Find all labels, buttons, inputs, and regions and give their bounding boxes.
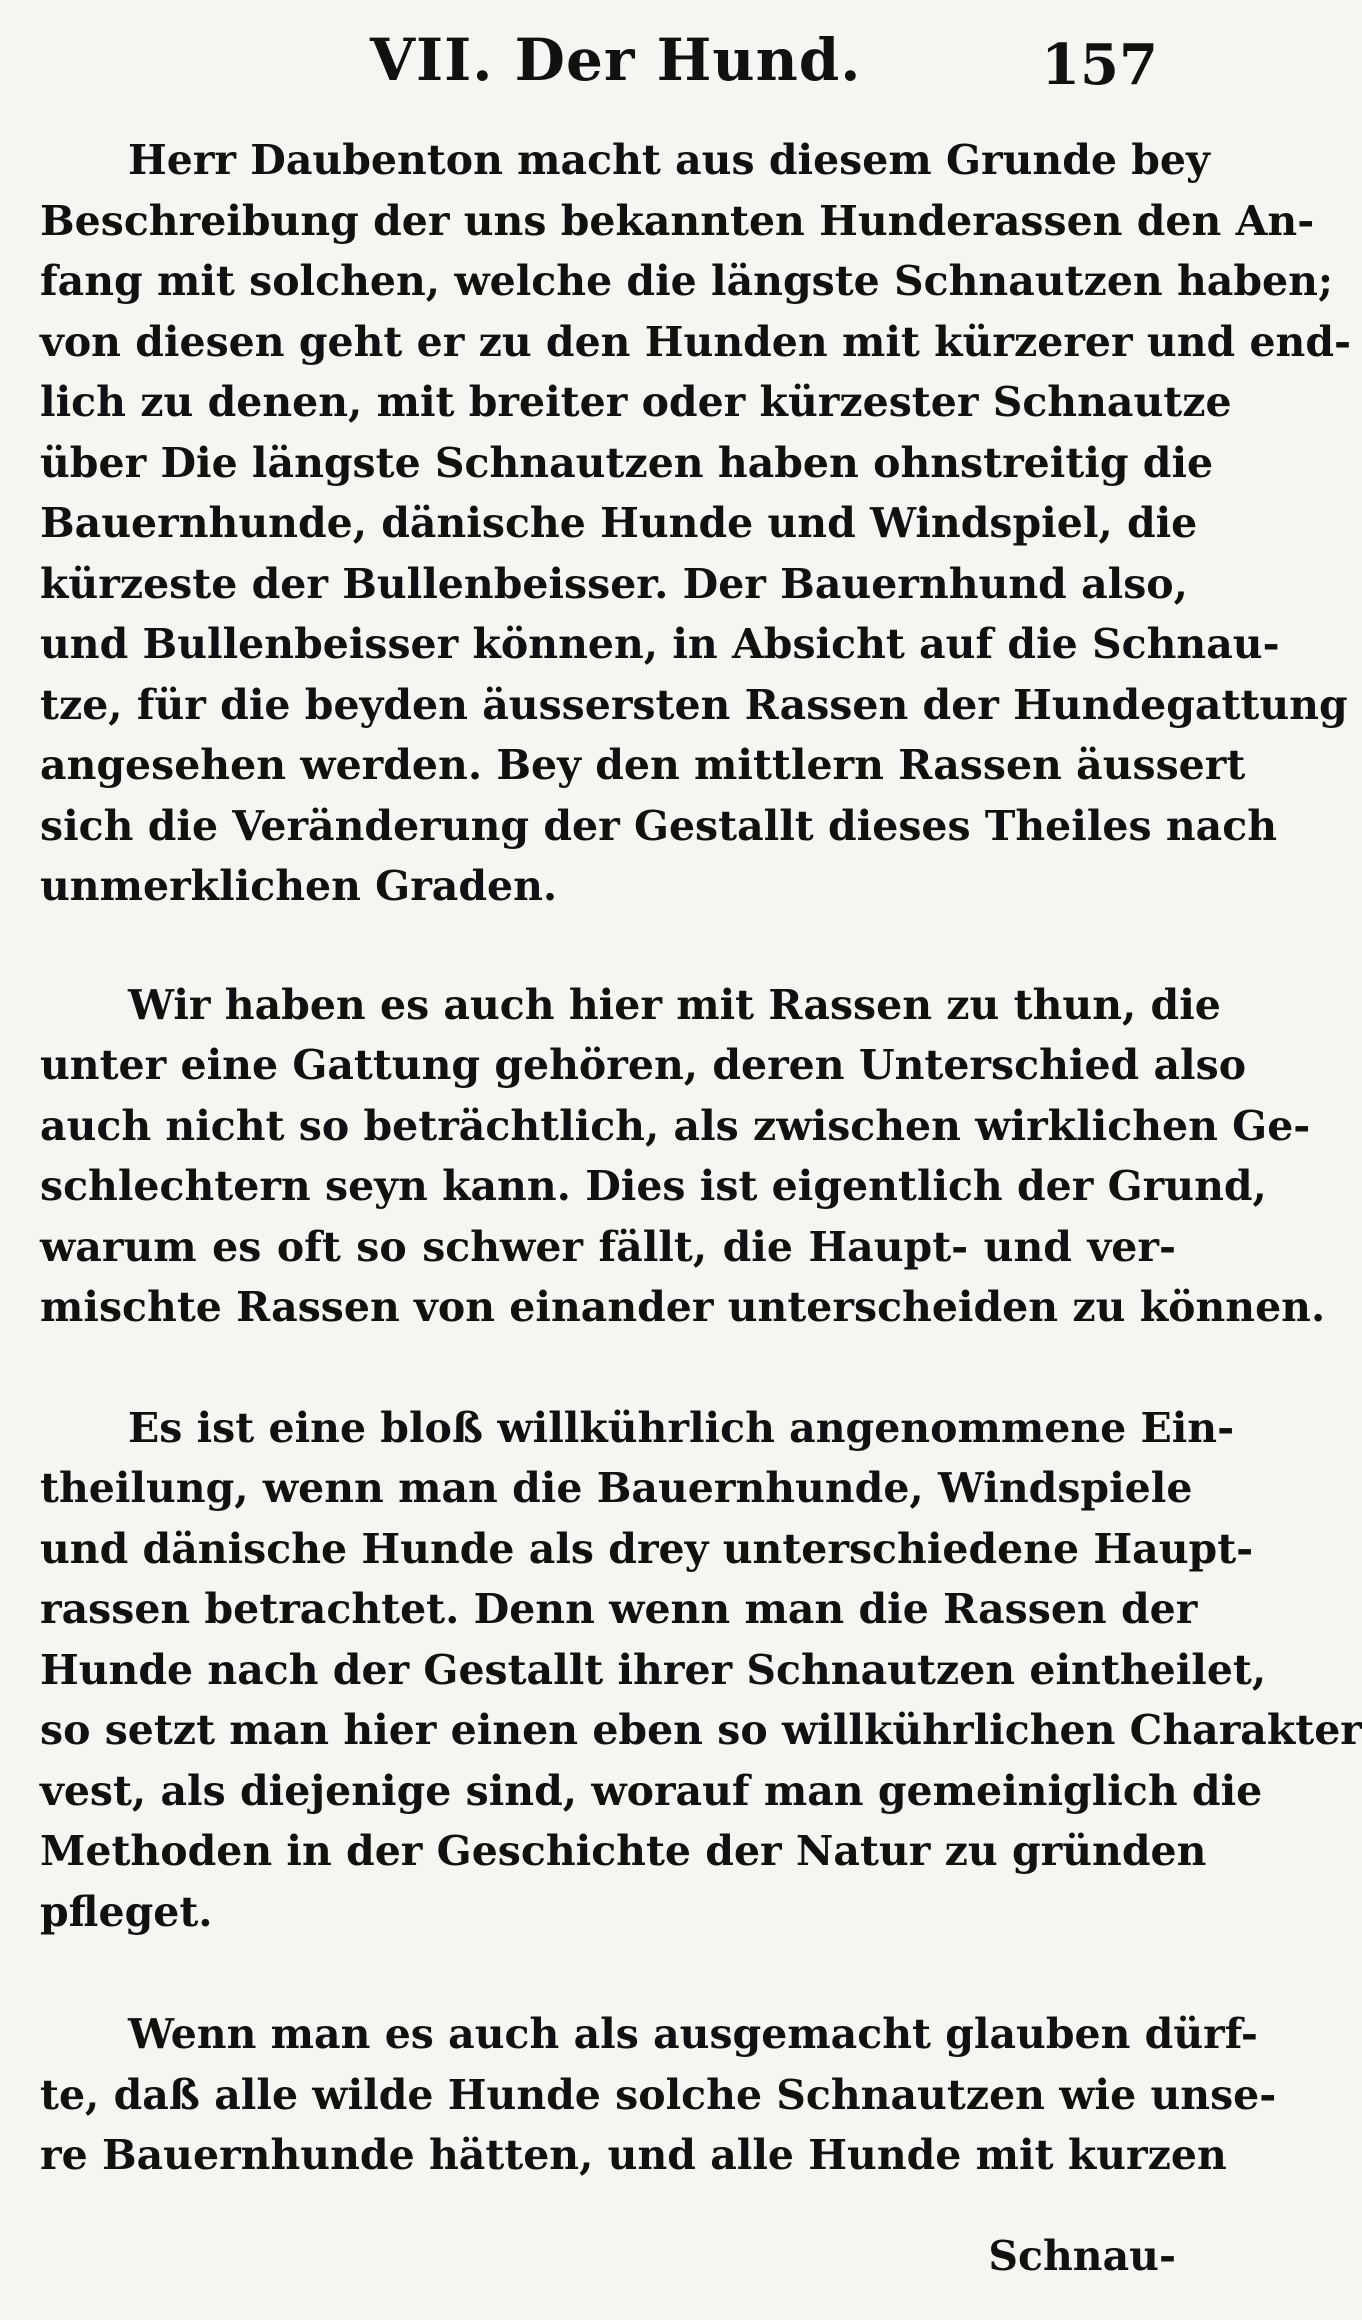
paragraph-spacer [40, 1338, 1176, 1398]
text-line: mischte Rassen von einander unterscheiden zu können. [40, 1283, 1326, 1331]
paragraph-2 [40, 975, 1326, 1338]
text-line: schlechtern seyn kann. Dies ist eigentlich der Grund, [40, 1162, 1267, 1210]
text-line: theilung, wenn man die Bauernhunde, Windspiele [40, 1464, 1193, 1512]
text-line: über Die längste Schnautzen haben ohnstreitig die [40, 438, 1214, 487]
text-line: Hunde nach der Gestallt ihrer Schnautzen eintheilet, [40, 1645, 1267, 1694]
text-line: unter eine Gattung gehören, deren Unterschied also [40, 1041, 1247, 1089]
page-number: 157 [1041, 32, 1158, 98]
text-line: pfleget. [40, 1887, 213, 1936]
text-line: te, daß alle wilde Hunde solche Schnautzen wie unse- [40, 2070, 1277, 2119]
text-line: tze, für die beyden äussersten Rassen der Hundegattung [40, 680, 1348, 729]
text-line: rassen betrachtet. Denn wenn man die Rassen der [40, 1585, 1198, 1633]
body-text [40, 130, 1362, 2186]
paragraph-1 [40, 130, 1352, 917]
text-line: unmerklichen Graden. [40, 862, 558, 910]
text-line: Methoden in der Geschichte der Natur zu gründen [40, 1827, 1207, 1875]
catchword: Schnau- [988, 2232, 1176, 2280]
text-line: auch nicht so beträchtlich, als zwischen wirklichen Ge- [40, 1101, 1311, 1150]
paragraph-spacer [40, 917, 1176, 975]
text-line: kürzeste der Bullenbeisser. Der Bauernhund also, [40, 559, 1188, 608]
text-line: Wir haben es auch hier mit Rassen zu thun, die [128, 980, 1221, 1029]
text-line: Beschreibung der uns bekannten Hunderassen den An- [40, 196, 1315, 245]
page-header [40, 18, 1176, 108]
running-head: VII. Der Hund. [370, 26, 862, 94]
text-line: sich die Veränderung der Gestallt dieses Theiles nach [40, 801, 1278, 850]
paragraph-spacer [40, 1942, 1176, 2004]
text-line: lich zu denen, mit breiter oder kürzester Schnautze [40, 378, 1232, 426]
paragraph-4 [40, 2004, 1277, 2186]
text-line: Es ist eine bloß willkührlich angenommene Ein- [128, 1403, 1235, 1452]
text-line: Bauernhunde, dänische Hunde und Windspiel, die [40, 499, 1198, 547]
text-line: fang mit solchen, welche die längste Schnautzen haben; [40, 257, 1334, 305]
text-line: angesehen werden. Bey den mittlern Rassen äussert [40, 741, 1246, 789]
text-line: Wenn man es auch als ausgemacht glauben dürf- [128, 2010, 1258, 2058]
text-line: re Bauernhunde hätten, und alle Hunde mit kurzen [40, 2131, 1227, 2179]
paragraph-3 [40, 1398, 1362, 1943]
text-line: Herr Daubenton macht aus diesem Grunde bey [128, 136, 1210, 184]
text-line: so setzt man hier einen eben so willkührlichen Charakter [40, 1706, 1362, 1754]
text-line: vest, als diejenige sind, worauf man gemeiniglich die [40, 1766, 1263, 1815]
text-line: warum es oft so schwer fällt, die Haupt- und ver- [40, 1222, 1176, 1271]
text-line: von diesen geht er zu den Hunden mit kürzerer und end- [40, 317, 1352, 366]
text-line: und Bullenbeisser können, in Absicht auf die Schnau- [40, 620, 1280, 668]
text-line: und dänische Hunde als drey unterschiedene Haupt- [40, 1524, 1254, 1573]
